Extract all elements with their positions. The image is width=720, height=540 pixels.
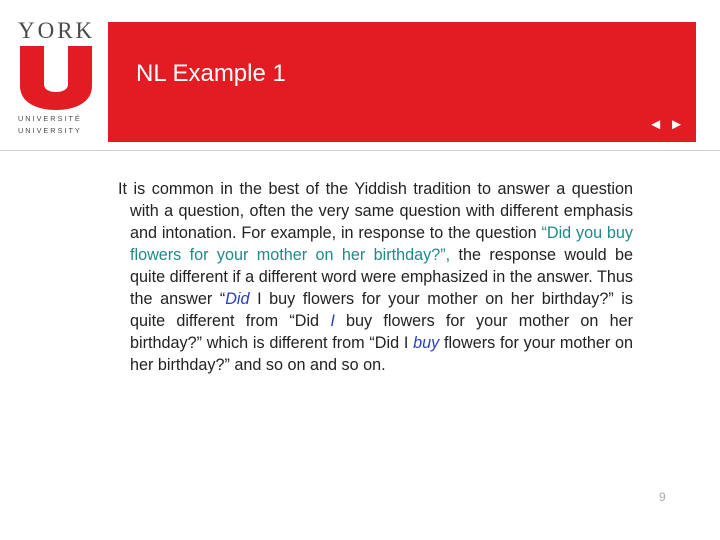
logo-university-text: UNIVERSITY	[18, 126, 82, 135]
header-divider	[0, 150, 720, 151]
slide-header-banner	[108, 22, 696, 142]
body-text-part-4: buy flowers for your mother on her birthday?” which is different from “Did I	[130, 312, 633, 352]
logo-u-mark	[18, 46, 94, 110]
next-slide-icon[interactable]: ►	[669, 116, 684, 133]
slide-body-text	[118, 178, 633, 376]
emphasis-buy: buy	[413, 334, 440, 352]
page-number: 9	[659, 490, 666, 504]
body-text-part-5: flowers for your mother on her birthday?” and so on and so on.	[130, 334, 633, 374]
emphasis-i: I	[330, 312, 335, 330]
quoted-question: “Did you buy flowers for your mother on her birthday?”,	[130, 224, 634, 264]
body-text-part-1: It is common in the best of the Yiddish tradition to answer a question with a question, often the very same question with different emphasis and intonation. For example, in response to the question	[118, 180, 633, 242]
logo-universite-text: UNIVERSITÉ	[18, 114, 82, 123]
york-university-logo	[14, 18, 96, 142]
slide-navigation	[648, 117, 684, 133]
logo-york-text: YORK	[18, 18, 96, 43]
body-text-part-2: the response would be quite different if a different word were emphasized in the answer. Thus the answer “	[130, 246, 633, 308]
previous-slide-icon[interactable]: ◄	[648, 116, 664, 133]
body-text-part-3: I buy flowers for your mother on her birthday?” is quite different from “Did	[130, 290, 633, 330]
emphasis-did: Did	[225, 290, 250, 308]
slide-title: NL Example 1	[136, 60, 286, 87]
